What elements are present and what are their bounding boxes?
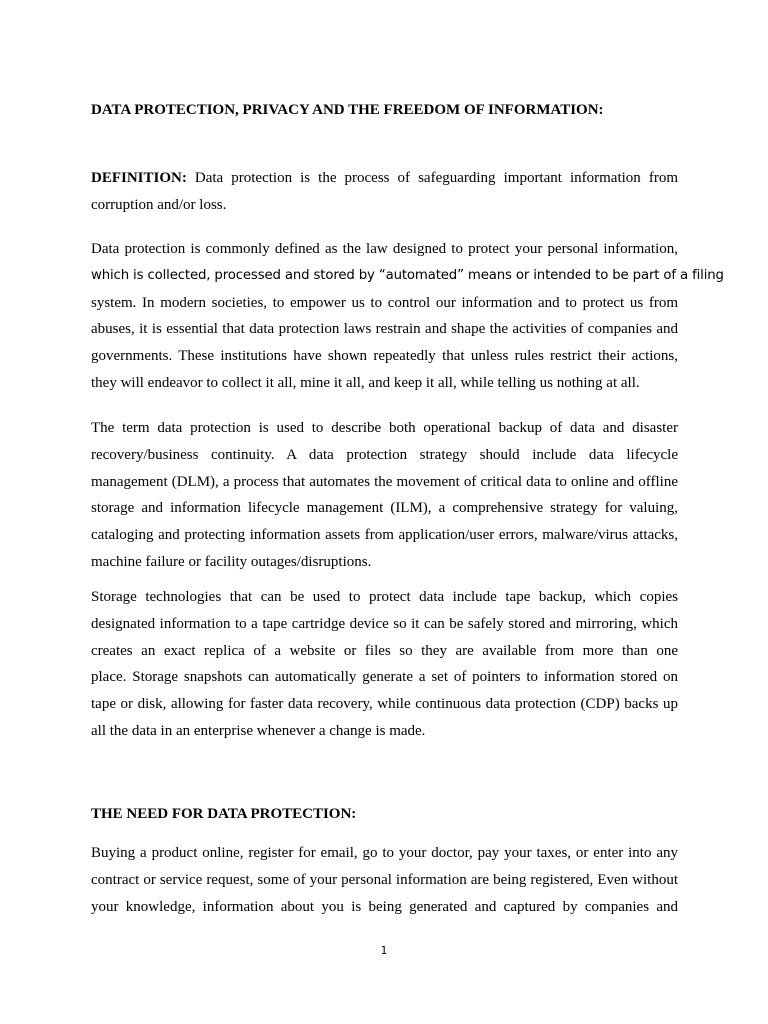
paragraph-line: cataloging and protecting information assets from application/user errors, malware/virus attacks,: [91, 527, 678, 544]
paragraph-line: storage and information lifecycle management (ILM), a comprehensive strategy for valuing,: [91, 500, 678, 517]
paragraph-line: designated information to a tape cartridge device so it can be safely stored and mirroring, which: [91, 615, 678, 632]
need-for-protection-paragraph: [91, 840, 678, 920]
paragraph-line: system. In modern societies, to empower us to control our information and to protect us from: [91, 294, 678, 311]
paragraph-line: which is collected, processed and stored by “automated” means or intended to be part of a filing: [91, 267, 724, 283]
definition-text: Data protection is the process of safeguarding important information from: [186, 170, 678, 186]
paragraph-line: The term data protection is used to describe both operational backup of data and disaster: [91, 420, 678, 436]
paragraph-line: Data protection is commonly defined as the law designed to protect your personal information,: [91, 241, 678, 257]
paragraph-line: [91, 165, 678, 192]
paragraph-line: corruption and/or loss.: [91, 196, 227, 213]
paragraph-line: governments. These institutions have shown repeatedly that unless rules restrict their actions,: [91, 348, 678, 365]
paragraph-line: contract or service request, some of your personal information are being registered, Even without: [91, 871, 678, 888]
paragraph-line: creates an exact replica of a website or files so they are available from more than one: [91, 642, 678, 659]
definition-label: DEFINITION:: [91, 170, 187, 186]
paragraph-line: Storage technologies that can be used to protect data include tape backup, which copies: [91, 589, 678, 605]
paragraph-line: management (DLM), a process that automates the movement of critical data to online and offline: [91, 473, 678, 490]
paragraph-line: they will endeavor to collect it all, mine it all, and keep it all, while telling us nothing at all.: [91, 374, 640, 391]
data-protection-term-paragraph: [91, 415, 678, 576]
document-title: DATA PROTECTION, PRIVACY AND THE FREEDOM OF INFORMATION:: [91, 102, 604, 118]
paragraph-line: place. Storage snapshots can automatically generate a set of pointers to information stored on: [91, 669, 678, 686]
paragraph-line: tape or disk, allowing for faster data recovery, while continuous data protection (CDP) backs up: [91, 696, 678, 713]
paragraph-line: all the data in an enterprise whenever a change is made.: [91, 722, 426, 739]
law-definition-paragraph: [91, 236, 724, 397]
storage-technologies-paragraph: [91, 584, 678, 745]
paragraph-line: recovery/business continuity. A data protection strategy should include data lifecycle: [91, 446, 678, 463]
page-number: 1: [380, 944, 388, 957]
paragraph-line: abuses, it is essential that data protection laws restrain and shape the activities of companies and: [91, 321, 678, 338]
paragraph-line: machine failure or facility outages/disruptions.: [91, 553, 372, 570]
paragraph-line: Buying a product online, register for email, go to your doctor, pay your taxes, or enter into any: [91, 845, 678, 861]
paragraph-line: your knowledge, information about you is being generated and captured by companies and: [91, 898, 678, 915]
definition-paragraph: [91, 165, 678, 219]
section-heading: THE NEED FOR DATA PROTECTION:: [91, 806, 357, 822]
